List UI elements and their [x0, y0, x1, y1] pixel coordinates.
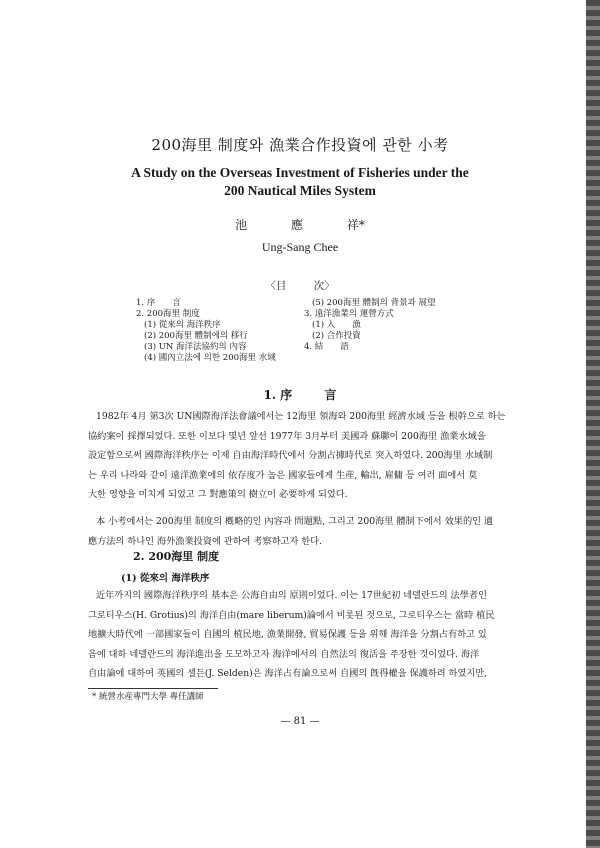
toc-item: (2) 合作投資 [312, 331, 361, 341]
text-line: 自由論에 대하여 英國의 셀든(J. Selden)은 海洋占有論으로써 自國의 旣得權을 保護하려 하였지만, [88, 668, 487, 680]
author-char: 祥* [346, 218, 365, 232]
toc-item: (1) 從來의 海洋秩序 [144, 320, 221, 330]
toc-left-column [136, 298, 276, 364]
toc-item: (4) 國內立法에 의한 200海里 水域 [144, 353, 276, 363]
author-korean [0, 216, 600, 233]
toc-item: 3. 遠洋漁業의 運營方式 [304, 309, 394, 319]
title-english-line2: 200 Nautical Miles System [224, 183, 376, 198]
toc-heading [0, 278, 600, 293]
paragraph-history [88, 586, 518, 684]
toc-item: (1) 入 漁 [312, 320, 361, 330]
toc-item: 2. 200海里 制度 [136, 309, 200, 319]
text-line: 1982年 4月 第3次 UN國際海洋法會議에서는 12海里 領海와 200海里 經濟水域 등을 根幹으로 하는 [96, 411, 506, 422]
text-line: 本 小考에서는 200海里 制度의 槪略的인 內容과 問題點, 그리고 200海里 體制下에서 效果的인 適 [96, 516, 494, 527]
section-1-num: 1. 序 [263, 388, 293, 402]
toc-heading-right: 次〉 [313, 280, 335, 292]
title-korean: 200海里 制度와 漁業合作投資에 관한 小考 [151, 136, 449, 154]
section-1-title: 言 [324, 388, 337, 402]
page-number: — 81 — [280, 716, 320, 727]
section-1-heading [0, 386, 600, 403]
toc-item: 4. 結 語 [304, 342, 349, 352]
toc-heading-left: 〈目 [265, 280, 287, 292]
text-line: 應方法의 하나인 海外漁業投資에 관하여 考察하고자 한다. [88, 535, 322, 547]
toc-item: (3) UN 海洋法協約의 內容 [144, 342, 247, 352]
text-line: 그로티우스(H. Grotius)의 海洋自由(mare liberum)論에서 비롯된 것으로, 그로티우스는 當時 植民 [88, 609, 495, 621]
text-line: 近年까지의 國際海洋秩序의 基本은 公海自由의 原則이었다. 이는 17世紀初 네델란드의 法學者인 [96, 590, 487, 601]
author-char: 池 [235, 218, 248, 232]
footnote-rule [88, 688, 218, 689]
paragraph-intro [88, 407, 518, 505]
toc-item: (5) 200海里 體制의 背景과 展望 [312, 298, 436, 308]
author-char: 應 [290, 218, 303, 232]
subsection-heading: (1) 從來의 海洋秩序 [121, 573, 210, 584]
title-english [0, 164, 600, 200]
text-line: 地擴大時代에 一部國家들이 自國의 植民地, 漁業開發, 貿易保護 등을 위해 海洋을 分割占有하고 있 [88, 629, 487, 641]
section-2-heading: 2. 200海里 制度 [133, 550, 220, 563]
author-english: Ung-Sang Chee [261, 240, 339, 254]
text-line: 음에 대하 네델란드의 海洋進出을 도모하고자 海洋에서의 自然法의 復活을 주장한 것이었다. 海洋 [88, 648, 480, 660]
text-line: 設定함으로써 國際海洋秩序는 이제 自由海洋時代에서 分割占據時代로 突入하였다. 200海里 水域制 [88, 450, 493, 462]
text-line: 는 우리 나라와 같이 遠洋漁業에의 依存度가 높은 國家들에게 生産, 輸出, 雇傭 등 여러 面에서 莫 [88, 469, 478, 481]
paragraph-scope [88, 512, 518, 551]
footnote: * 統營水産專門大學 專任講師 [92, 692, 204, 702]
title-english-line1: A Study on the Overseas Investment of Fisheries under the [131, 165, 469, 180]
toc-right-column [304, 298, 436, 353]
text-line: 協約案이 採擇되었다. 또한 이보다 몇년 앞선 1977年 3月부터 美國과 蘇聯이 200海里 漁業水域을 [88, 430, 486, 442]
toc-item: 1. 序 言 [136, 298, 181, 308]
toc-item: (2) 200海里 體制에의 移行 [144, 331, 248, 341]
text-line: 大한 영향을 미치게 되었고 그 對應策의 樹立이 必要하게 되었다. [88, 489, 348, 501]
